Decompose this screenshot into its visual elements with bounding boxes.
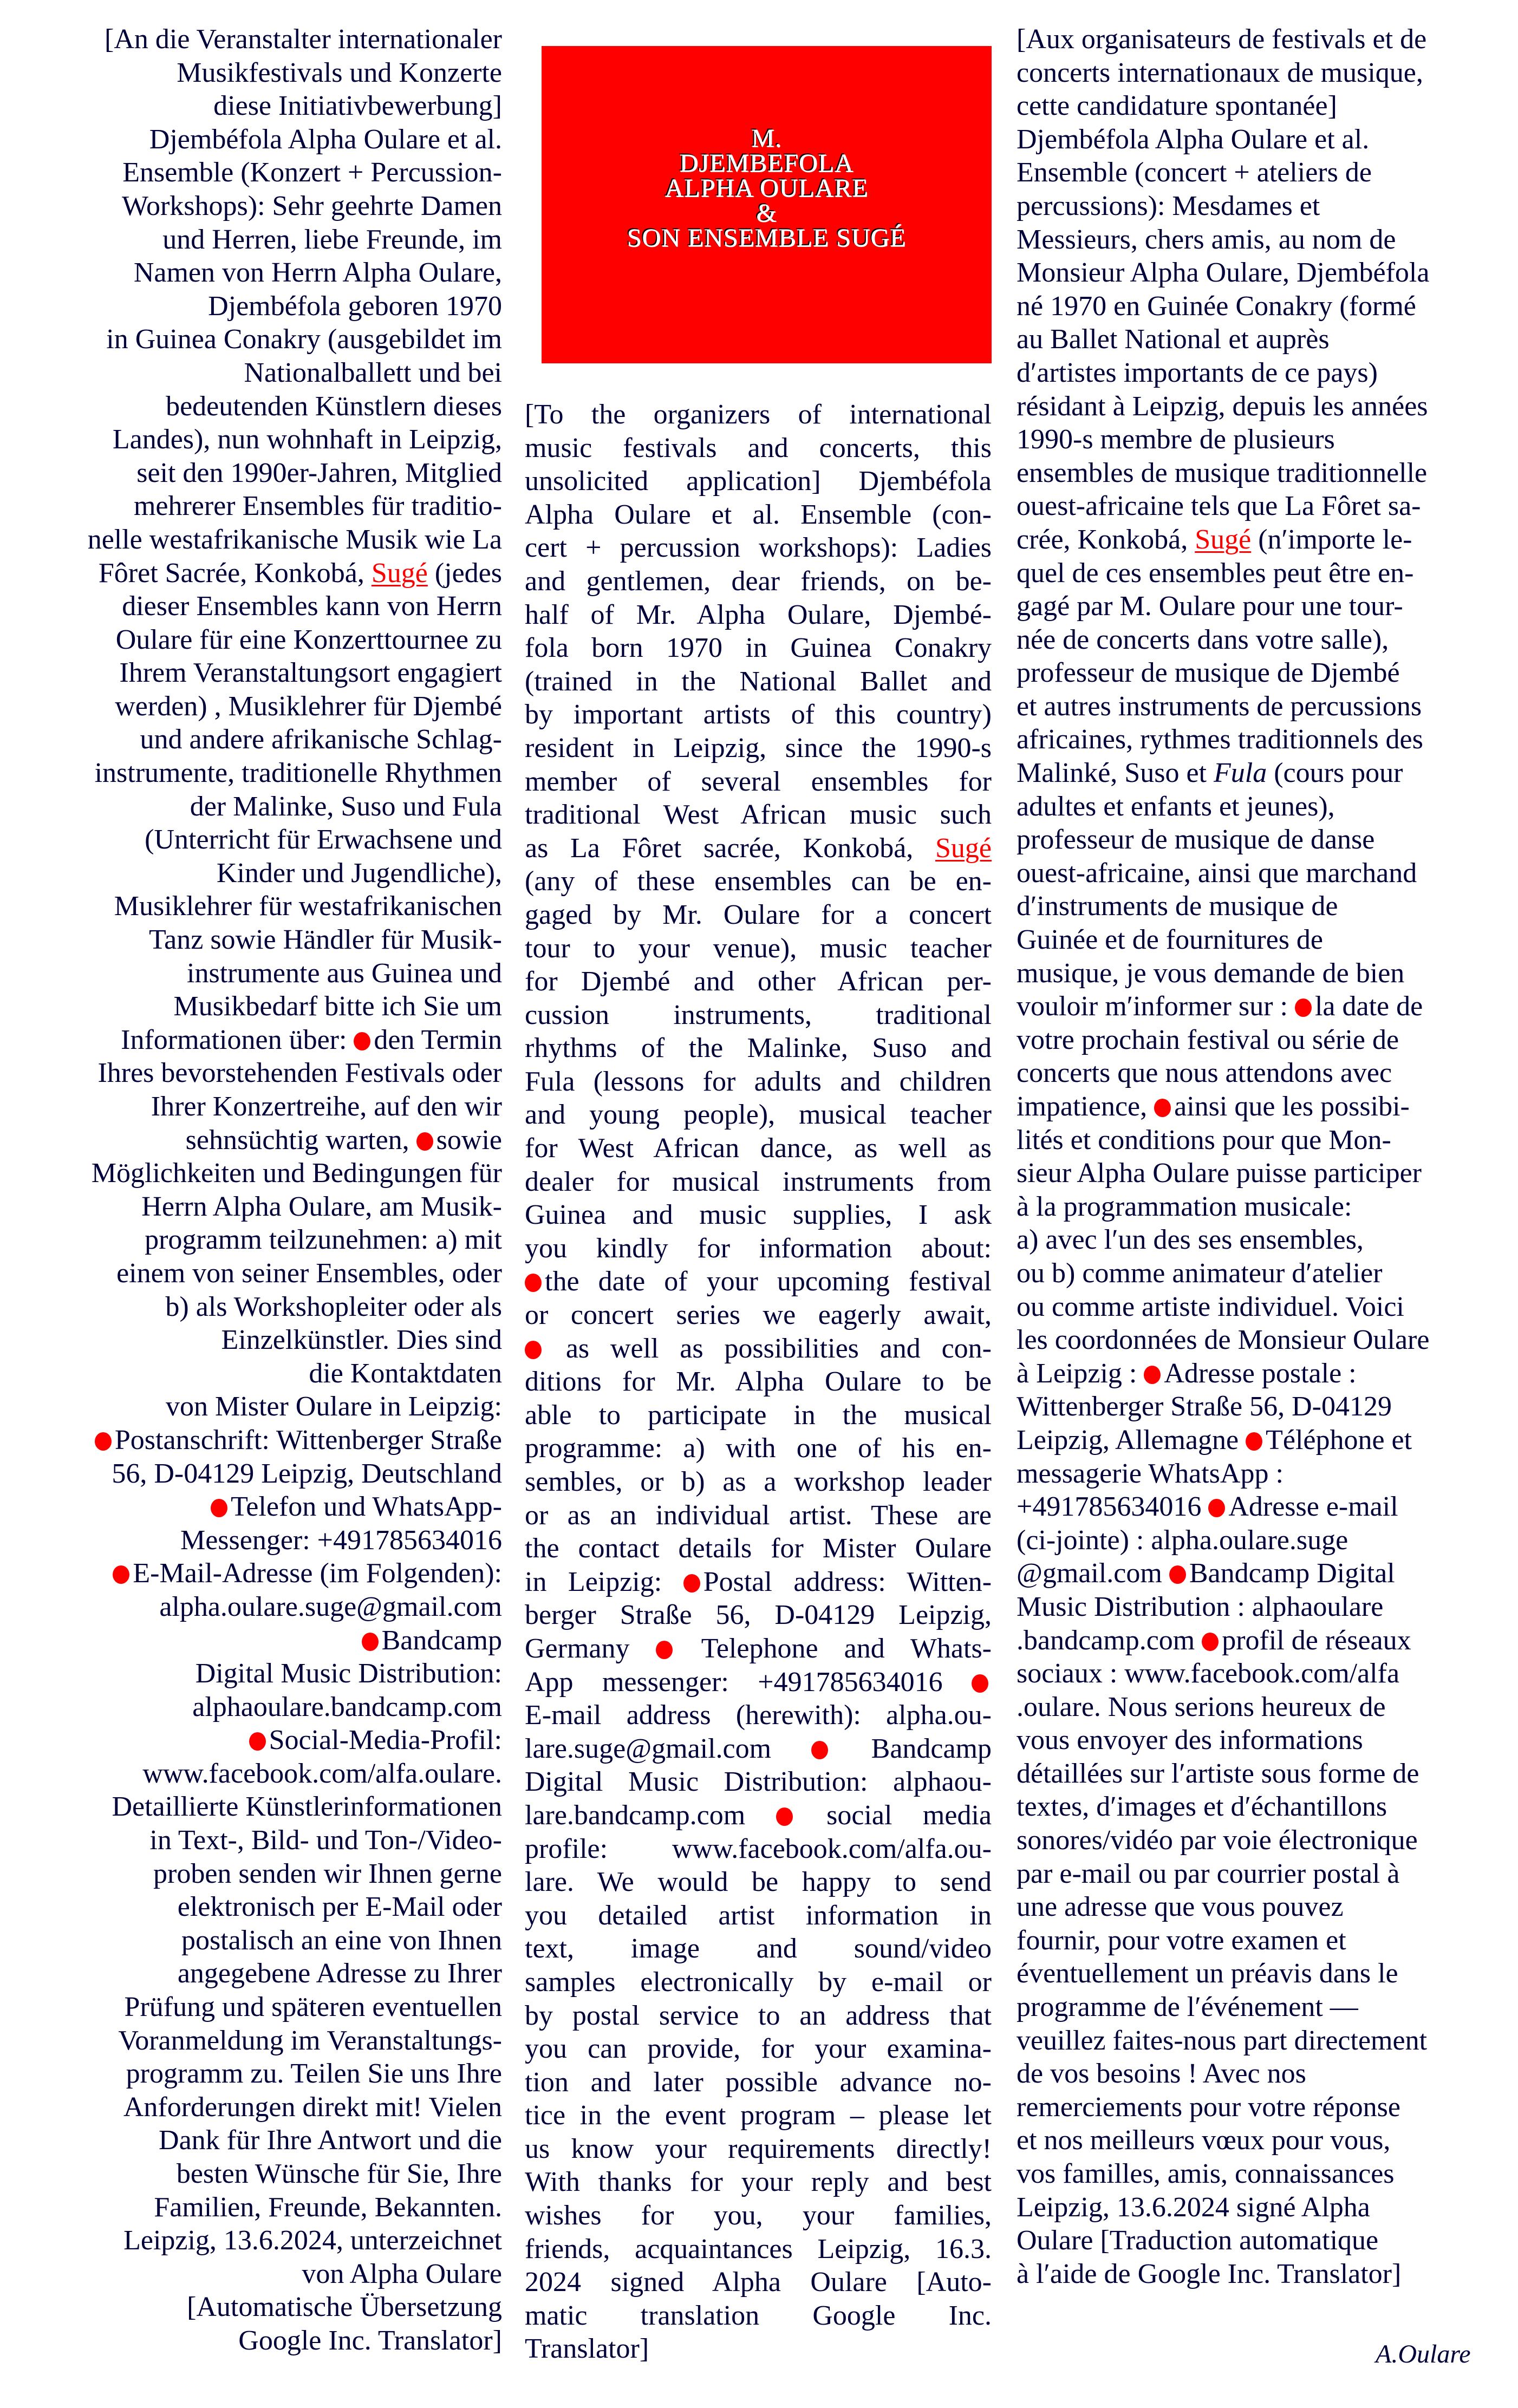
- text-line: E-mail address (herewith): alpha.ou-: [525, 1700, 992, 1731]
- text-line: Wittenberger Straße 56, D-04129: [1017, 1391, 1392, 1422]
- red-bullet-icon: [1246, 1432, 1262, 1451]
- text-line: percussions): Mesdames et: [1017, 190, 1320, 221]
- text-line: vouloir m′informer sur : la date de: [1017, 991, 1423, 1022]
- text-line: die Kontaktdaten: [309, 1358, 502, 1389]
- text-line: né 1970 en Guinée Conakry (formé: [1017, 290, 1416, 322]
- text-line: Anforderungen direkt mit! Vielen: [123, 2091, 502, 2123]
- text-line: Leipzig, 13.6.2024, unterzeichnet: [123, 2225, 502, 2256]
- text-line: Germany Telephone and Whats-: [525, 1633, 992, 1664]
- text-line: us know your requirements directly!: [525, 2133, 992, 2164]
- text-line: werden) , Musiklehrer für Djembé: [115, 690, 502, 722]
- title-line: &: [756, 199, 777, 227]
- text-line: und andere afrikanische Schlag-: [140, 724, 502, 755]
- text-line: messagerie WhatsApp :: [1017, 1458, 1284, 1489]
- text-line: in Leipzig: Postal address: Witten-: [525, 1566, 992, 1597]
- text-line: instrumente aus Guinea und: [187, 957, 502, 989]
- text-line: matic translation Google Inc.: [525, 2300, 992, 2331]
- text-line: unsolicited application] Djembéfola: [525, 466, 992, 497]
- text-line: crée, Konkobá, Sugé (n′importe le-: [1017, 524, 1412, 555]
- text-line: [To the organizers of international: [525, 399, 992, 430]
- text-line: cussion instruments, traditional: [525, 999, 992, 1030]
- text-line: Djembéfola Alpha Oulare et al.: [149, 123, 502, 155]
- red-bullet-icon: [811, 1741, 828, 1759]
- text-line: concerts internationaux de musique,: [1017, 57, 1423, 88]
- text-line: resident in Leipzig, since the 1990-s: [525, 732, 992, 763]
- text-line: dieser Ensembles kann von Herrn: [122, 591, 502, 622]
- text-line: fournir, pour votre examen et: [1017, 1924, 1346, 1956]
- text-line: Möglichkeiten und Bedingungen für: [91, 1158, 502, 1189]
- text-line: ditions for Mr. Alpha Oulare to be: [525, 1366, 992, 1398]
- text-line: Dank für Ihre Antwort und die: [159, 2125, 502, 2156]
- text-line: the date of your upcoming festival: [525, 1265, 992, 1298]
- text-line: music festivals and concerts, this: [525, 432, 992, 464]
- red-bullet-icon: [525, 1341, 542, 1359]
- text-line: 56, D-04129 Leipzig, Deutschland: [112, 1458, 502, 1489]
- text-line: programm zu. Teilen Sie uns Ihre: [126, 2058, 502, 2090]
- text-line: de vos besoins ! Avec nos: [1017, 2058, 1306, 2090]
- text-line: seit den 1990er-Jahren, Mitglied: [136, 457, 502, 488]
- text-line: Malinké, Suso et Fula (cours pour: [1017, 758, 1403, 789]
- red-bullet-icon: [362, 1633, 379, 1651]
- suge-link[interactable]: Sugé: [935, 832, 992, 864]
- text-line: postalisch an eine von Ihnen: [181, 1924, 502, 1956]
- text-line: programme de l′événement —: [1017, 1992, 1358, 2023]
- red-bullet-icon: [656, 1641, 673, 1659]
- red-bullet-icon: [1154, 1099, 1171, 1117]
- text-line: cert + percussion workshops): Ladies: [525, 532, 992, 564]
- text-line: Einzelkünstler. Dies sind: [221, 1324, 502, 1356]
- text-line: sehnsüchtig warten, sowie: [185, 1124, 502, 1156]
- text-line: nelle westafrikanische Musik wie La: [87, 524, 502, 555]
- text-line: dealer for musical instruments from: [525, 1166, 992, 1197]
- title-line: SON ENSEMBLE SUGÉ: [627, 224, 907, 252]
- red-bullet-icon: [1295, 999, 1312, 1017]
- text-line: Musikbedarf bitte ich Sie um: [173, 991, 502, 1022]
- text-line: Messenger: +491785634016: [180, 1524, 502, 1556]
- text-line: Informationen über: den Termin: [121, 1024, 502, 1055]
- text-line: a) avec l′un des ses ensembles,: [1017, 1224, 1364, 1256]
- text-line: proben senden wir Ihnen gerne: [153, 1858, 502, 1889]
- text-line: Leipzig, Allemagne Téléphone et: [1017, 1424, 1412, 1456]
- red-bullet-icon: [1208, 1499, 1225, 1517]
- text-line: text, image and sound/video: [525, 1933, 992, 1965]
- text-line: samples electronically by e-mail or: [525, 1966, 992, 1998]
- text-line: einem von seiner Ensembles, oder: [116, 1257, 502, 1289]
- text-line: Prüfung und späteren eventuellen: [124, 1992, 502, 2023]
- text-line: Djembéfola geboren 1970: [208, 290, 502, 322]
- text-line: une adresse que vous pouvez: [1017, 1891, 1344, 1923]
- text-line: [An die Veranstalter internationaler: [105, 24, 502, 55]
- text-line: programm teilzunehmen: a) mit: [145, 1224, 502, 1256]
- text-line: in Guinea Conakry (ausgebildet im: [106, 324, 502, 355]
- title-banner: [542, 46, 992, 363]
- text-line: Namen von Herrn Alpha Oulare,: [133, 257, 502, 289]
- text-line: for Djembé and other African per-: [525, 966, 992, 997]
- red-bullet-icon: [211, 1499, 227, 1517]
- text-line: lités et conditions pour que Mon-: [1017, 1124, 1391, 1156]
- text-line: @gmail.com Bandcamp Digital: [1017, 1558, 1395, 1589]
- text-line: in Text-, Bild- und Ton-/Video-: [149, 1825, 502, 1856]
- text-line: Social-Media-Profil:: [22, 1724, 502, 1757]
- text-line: der Malinke, Suso und Fula: [190, 791, 502, 822]
- text-line: [Aux organisateurs de festivals et de: [1017, 24, 1427, 55]
- text-line: as well as possibilities and con-: [525, 1332, 992, 1366]
- signature: A.Oulare: [1376, 2340, 1471, 2368]
- text-line: as La Fôret sacrée, Konkobá, Sugé: [525, 832, 992, 864]
- text-line: Ensemble (concert + ateliers de: [1017, 157, 1372, 188]
- text-line: (any of these ensembles can be en-: [525, 866, 992, 897]
- text-line: Music Distribution : alphaoulare: [1017, 1591, 1384, 1622]
- text-line: profile: www.facebook.com/alfa.ou-: [525, 1833, 992, 1864]
- text-line: Musikfestivals und Konzerte: [177, 57, 502, 88]
- text-line: professeur de musique de Djembé: [1017, 657, 1400, 689]
- text-line: Familien, Freunde, Bekannten.: [154, 2191, 502, 2223]
- text-line: programme: a) with one of his en-: [525, 1433, 992, 1464]
- text-line: or concert series we eagerly await,: [525, 1300, 992, 1331]
- text-line: sociaux : www.facebook.com/alfa: [1017, 1658, 1400, 1689]
- text-line: au Ballet National et auprès: [1017, 324, 1330, 355]
- text-line: lare.suge@gmail.com Bandcamp: [525, 1733, 992, 1764]
- text-line: Digital Music Distribution: alphaou-: [525, 1766, 992, 1798]
- text-line: .bandcamp.com profil de réseaux: [1017, 1624, 1411, 1656]
- text-line: Leipzig, 13.6.2024 signé Alpha: [1017, 2191, 1370, 2223]
- red-bullet-icon: [683, 1574, 700, 1593]
- text-line: and young people), musical teacher: [525, 1099, 992, 1131]
- english-column: [525, 398, 992, 2366]
- red-bullet-icon: [416, 1132, 433, 1151]
- text-line: ensembles de musique traditionnelle: [1017, 457, 1428, 488]
- text-line: d′instruments de musique de: [1017, 891, 1338, 922]
- text-line: Nationalballett und bei: [244, 357, 502, 388]
- text-line: éventuellement un préavis dans le: [1017, 1958, 1398, 1989]
- text-line: Ihrer Konzertreihe, auf den wir: [151, 1091, 502, 1122]
- text-line: Oulare für eine Konzerttournee zu: [115, 624, 502, 655]
- text-line: Guinea and music supplies, I ask: [525, 1199, 992, 1231]
- text-line: à l′aide de Google Inc. Translator]: [1017, 2258, 1402, 2289]
- text-line: wishes for you, your families,: [525, 2200, 992, 2231]
- text-line: Voranmeldung im Veranstaltungs-: [118, 2025, 502, 2056]
- text-line: and gentlemen, dear friends, on be-: [525, 565, 992, 597]
- text-line: Tanz sowie Händler für Musik-: [149, 924, 502, 956]
- text-line: +491785634016 Adresse e-mail: [1017, 1491, 1398, 1523]
- text-line: cette candidature spontanée]: [1017, 90, 1337, 122]
- text-line: d′artistes importants de ce pays): [1017, 357, 1378, 388]
- text-line: détaillées sur l′artiste sous forme de: [1017, 1758, 1419, 1789]
- text-line: Translator]: [525, 2333, 649, 2365]
- text-line: Musiklehrer für westafrikanischen: [114, 891, 502, 922]
- red-bullet-icon: [113, 1565, 129, 1584]
- red-bullet-icon: [1169, 1565, 1186, 1584]
- text-line: E-Mail-Adresse (im Folgenden):: [22, 1557, 502, 1590]
- italic-text: Fula: [1213, 758, 1267, 789]
- suge-link[interactable]: Sugé: [1195, 524, 1252, 555]
- text-line: impatience, ainsi que les possibi-: [1017, 1091, 1410, 1122]
- text-line: alpha.oulare.suge@gmail.com: [159, 1591, 502, 1622]
- text-line: résidant à Leipzig, depuis les années: [1017, 390, 1428, 422]
- red-bullet-icon: [525, 1274, 542, 1292]
- text-line: Workshops): Sehr geehrte Damen: [122, 190, 502, 221]
- text-line: quel de ces ensembles peut être en-: [1017, 557, 1414, 589]
- red-bullet-icon: [972, 1674, 988, 1693]
- text-line: concerts que nous attendons avec: [1017, 1058, 1392, 1089]
- text-line: remerciements pour votre réponse: [1017, 2091, 1400, 2123]
- text-line: (trained in the National Ballet and: [525, 665, 992, 697]
- text-line: 2024 signed Alpha Oulare [Auto-: [525, 2267, 992, 2298]
- text-line: ouest-africaine tels que La Fôret sa-: [1017, 491, 1421, 522]
- text-line: Alpha Oulare et al. Ensemble (con-: [525, 499, 992, 530]
- text-line: les coordonnées de Monsieur Oulare: [1017, 1324, 1430, 1356]
- red-bullet-icon: [249, 1732, 266, 1751]
- text-line: votre prochain festival ou série de: [1017, 1024, 1399, 1055]
- text-line: adultes et enfants et jeunes),: [1017, 791, 1335, 822]
- text-line: Fula (lessons for adults and children: [525, 1066, 992, 1097]
- text-line: Messieurs, chers amis, au nom de: [1017, 224, 1396, 255]
- text-line: by postal service to an address that: [525, 2000, 992, 2031]
- text-line: tion and later possible advance no-: [525, 2066, 992, 2098]
- text-line: With thanks for your reply and best: [525, 2166, 992, 2198]
- text-line: besten Wünsche für Sie, Ihre: [176, 2158, 502, 2189]
- text-line: Postanschrift: Wittenberger Straße: [22, 1424, 502, 1457]
- text-line: elektronisch per E-Mail oder: [177, 1891, 502, 1923]
- text-line: (ci-jointe) : alpha.oulare.suge: [1017, 1524, 1348, 1556]
- text-line: née de concerts dans votre salle),: [1017, 624, 1389, 655]
- text-line: you kindly for information about:: [525, 1232, 992, 1264]
- text-line: mehrerer Ensembles für traditio-: [133, 491, 502, 522]
- suge-link[interactable]: Sugé: [371, 557, 428, 589]
- text-line: vous envoyer des informations: [1017, 1725, 1363, 1756]
- text-line: for West African dance, as well as: [525, 1133, 992, 1164]
- text-line: par e-mail ou par courrier postal à: [1017, 1858, 1400, 1889]
- text-line: lare.bandcamp.com social media: [525, 1799, 992, 1831]
- text-line: the contact details for Mister Oulare: [525, 1533, 992, 1564]
- text-line: und Herren, liebe Freunde, im: [162, 224, 502, 255]
- german-column: [22, 23, 502, 2358]
- red-bullet-icon: [776, 1807, 793, 1826]
- text-line: Ensemble (Konzert + Percussion-: [122, 157, 502, 188]
- text-line: veuillez faites-nous part directement: [1017, 2025, 1428, 2056]
- text-line: .oulare. Nous serions heureux de: [1017, 1691, 1386, 1722]
- text-line: sieur Alpha Oulare puisse participer: [1017, 1158, 1422, 1189]
- text-line: traditional West African music such: [525, 799, 992, 831]
- text-line: professeur de musique de danse: [1017, 824, 1375, 856]
- text-line: Oulare [Traduction automatique: [1017, 2225, 1379, 2256]
- title-line: DJEMBEFOLA: [679, 149, 854, 178]
- text-line: or as an individual artist. These are: [525, 1499, 992, 1531]
- red-bullet-icon: [354, 1032, 370, 1050]
- text-line: Ihres bevorstehenden Festivals oder: [97, 1058, 502, 1089]
- text-line: friends, acquaintances Leipzig, 16.3.: [525, 2233, 992, 2265]
- text-line: ouest-africaine, ainsi que marchand: [1017, 857, 1417, 889]
- text-line: fola born 1970 in Guinea Conakry: [525, 632, 992, 664]
- text-line: vos familles, amis, connaissances: [1017, 2158, 1395, 2189]
- text-line: von Alpha Oulare: [302, 2258, 502, 2289]
- text-line: you can provide, for your examina-: [525, 2033, 992, 2065]
- text-line: sonores/vidéo par voie électronique: [1017, 1825, 1418, 1856]
- text-line: Monsieur Alpha Oulare, Djembéfola: [1017, 257, 1430, 289]
- text-line: Ihrem Veranstaltungsort engagiert: [119, 657, 502, 689]
- text-line: b) als Workshopleiter oder als: [165, 1291, 502, 1322]
- text-line: Herrn Alpha Oulare, am Musik-: [141, 1191, 502, 1222]
- text-line: Fôret Sacrée, Konkobá, Sugé (jedes: [98, 557, 502, 589]
- title-line: ALPHA OULARE: [664, 174, 869, 203]
- text-line: ou comme artiste individuel. Voici: [1017, 1291, 1404, 1322]
- text-line: bedeutenden Künstlern dieses: [166, 390, 502, 422]
- text-line: instrumente, traditionelle Rhythmen: [94, 758, 502, 789]
- text-line: Djembéfola Alpha Oulare et al.: [1017, 123, 1370, 155]
- text-line: half of Mr. Alpha Oulare, Djembé-: [525, 599, 992, 630]
- red-bullet-icon: [1202, 1633, 1219, 1651]
- title-line: M.: [751, 124, 782, 153]
- text-line: alphaoulare.bandcamp.com: [192, 1691, 502, 1722]
- text-line: gaged by Mr. Oulare for a concert: [525, 899, 992, 930]
- text-line: Landes), nun wohnhaft in Leipzig,: [112, 424, 502, 455]
- text-line: 1990-s membre de plusieurs: [1017, 424, 1335, 455]
- text-line: von Mister Oulare in Leipzig:: [166, 1391, 502, 1422]
- text-line: sembles, or b) as a workshop leader: [525, 1466, 992, 1497]
- text-line: rhythms of the Malinke, Suso and: [525, 1033, 992, 1064]
- text-line: à Leipzig : Adresse postale :: [1017, 1358, 1357, 1389]
- text-line: ou b) comme animateur d′atelier: [1017, 1257, 1383, 1289]
- text-line: gagé par M. Oulare pour une tour-: [1017, 591, 1403, 622]
- text-line: App messenger: +491785634016: [525, 1666, 992, 1699]
- text-line: et autres instruments de percussions: [1017, 690, 1422, 722]
- text-line: Telefon und WhatsApp-: [22, 1490, 502, 1524]
- red-bullet-icon: [95, 1432, 112, 1451]
- text-line: textes, d′images et d′échantillons: [1017, 1791, 1387, 1823]
- text-line: you detailed artist information in: [525, 1900, 992, 1931]
- text-line: diese Initiativbewerbung]: [213, 90, 502, 122]
- text-line: able to participate in the musical: [525, 1399, 992, 1431]
- text-line: africaines, rythmes traditionnels des: [1017, 724, 1423, 755]
- text-line: Kinder und Jugendliche),: [216, 857, 502, 889]
- text-line: Digital Music Distribution:: [195, 1658, 502, 1689]
- text-line: by important artists of this country): [525, 699, 992, 730]
- text-line: à la programmation musicale:: [1017, 1191, 1352, 1222]
- text-line: Guinée et de fournitures de: [1017, 924, 1324, 956]
- text-line: musique, je vous demande de bien: [1017, 957, 1405, 989]
- text-line: berger Straße 56, D-04129 Leipzig,: [525, 1600, 992, 1631]
- text-line: member of several ensembles for: [525, 766, 992, 797]
- french-column: [1017, 23, 1504, 2290]
- text-line: angegebene Adresse zu Ihrer: [177, 1958, 502, 1989]
- text-line: Bandcamp: [22, 1624, 502, 1657]
- text-line: (Unterricht für Erwachsene und: [145, 824, 502, 856]
- text-line: www.facebook.com/alfa.oulare.: [142, 1758, 502, 1789]
- red-bullet-icon: [1144, 1366, 1161, 1384]
- text-line: tice in the event program – please let: [525, 2100, 992, 2131]
- text-line: lare. We would be happy to send: [525, 1867, 992, 1898]
- text-line: tour to your venue), music teacher: [525, 932, 992, 964]
- text-line: Google Inc. Translator]: [238, 2325, 502, 2356]
- text-line: [Automatische Übersetzung: [187, 2292, 502, 2323]
- text-line: et nos meilleurs vœux pour vous,: [1017, 2125, 1391, 2156]
- text-line: Detaillierte Künstlerinformationen: [112, 1791, 502, 1823]
